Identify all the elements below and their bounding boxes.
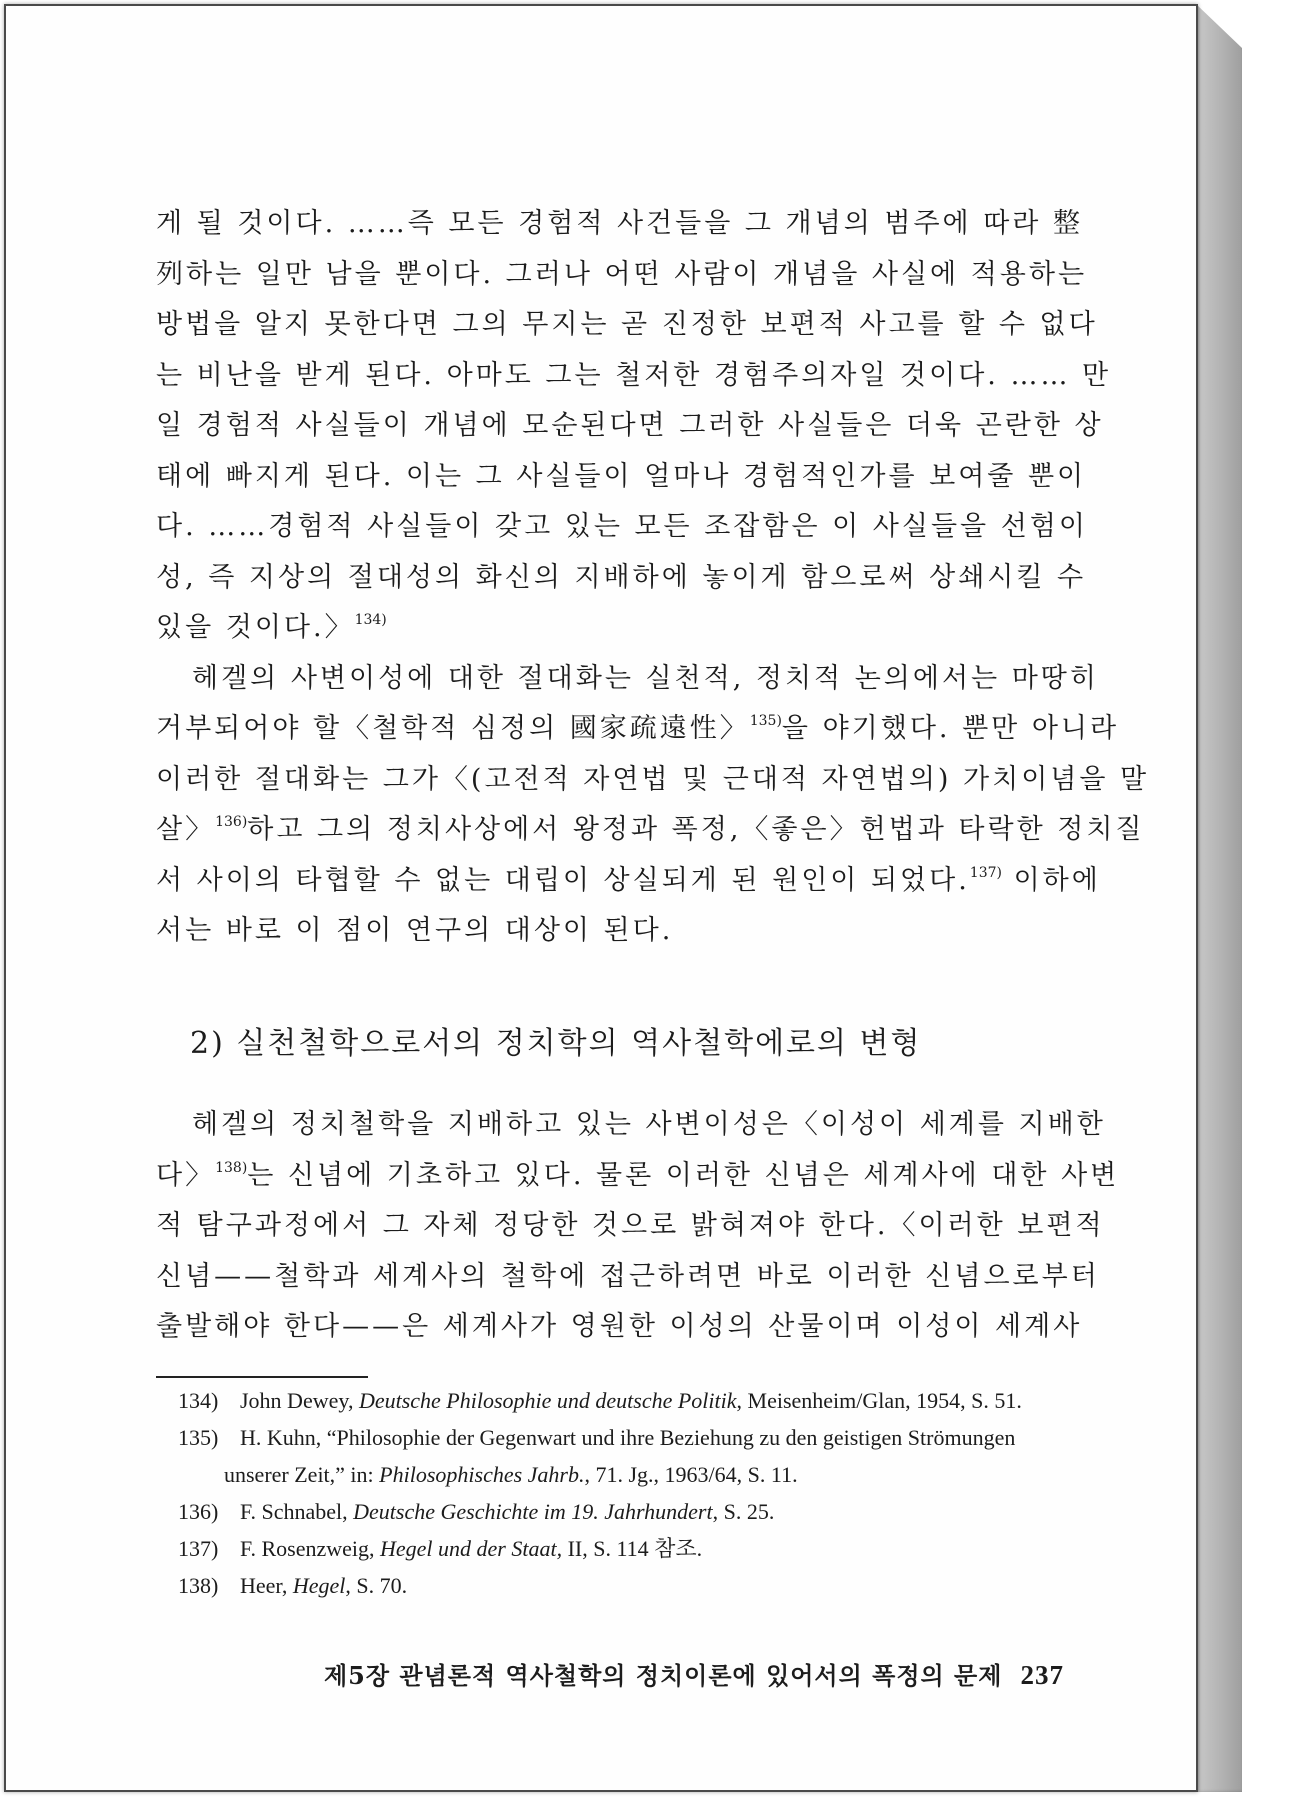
footnote-rule	[156, 1376, 368, 1378]
text-line: 는 비난을 받게 된다. 아마도 그는 철저한 경험주의자일 것이다. …… 만	[156, 359, 1112, 391]
footnote-ref: 137)	[969, 864, 1002, 881]
footnote-text: , S. 25.	[712, 1499, 775, 1524]
footnote-135	[178, 1419, 1078, 1456]
footnote-text: John Dewey,	[240, 1388, 359, 1413]
text-line: 적 탐구과정에서 그 자체 정당한 것으로 밝혀져야 한다.〈이러한 보편적	[156, 1210, 1105, 1241]
text-span: 하고 그의 정치사상에서 왕정과 폭정,〈좋은〉헌법과 타락한 정치질	[247, 814, 1145, 845]
footnote-title: Hegel und der Staat,	[380, 1536, 563, 1561]
text-line	[156, 1151, 1120, 1202]
text-span: 살〉	[156, 814, 216, 845]
text-line: 태에 빠지게 된다. 이는 그 사실들이 얼마나 경험적인가를 보여줄 뿐이	[156, 460, 1087, 492]
text-span: 서 사이의 타협할 수 없는 대립이 상실되게 된 원인이 되었다.	[156, 864, 970, 896]
text-line: 출발해야 한다——은 세계사가 영원한 이성의 산물이며 이성이 세계사	[156, 1311, 1083, 1342]
footnote-number: 135)	[178, 1425, 219, 1450]
footnote-title: Philosophisches Jahrb.	[379, 1462, 585, 1487]
text-line: 이러한 절대화는 그가〈(고전적 자연법 및 근대적 자연법의) 가치이념을 말	[156, 763, 1150, 795]
footnote-137	[178, 1530, 1078, 1567]
footnote-text: , Meisenheim/Glan, 1954, S. 51.	[736, 1388, 1022, 1413]
text-line: 헤겔의 사변이성에 대한 절대화는 실천적, 정치적 논의에서는 마땅히	[192, 662, 1099, 694]
text-span: 있을 것이다.〉	[156, 612, 355, 643]
footnote-136	[178, 1493, 1078, 1530]
chapter-title: 제5장 관념론적 역사철학의 정치이론에 있어서의 폭정의 문제	[324, 1661, 1003, 1690]
footnote-text: , 71. Jg., 1963/64, S. 11.	[584, 1462, 798, 1487]
footnote-text: Heer,	[240, 1573, 293, 1598]
text-line: 신념——철학과 세계사의 철학에 접근하려면 바로 이러한 신념으로부터	[156, 1260, 1100, 1292]
text-span: 을 야기했다. 뿐만 아니라	[781, 713, 1120, 744]
footnote-number: 137)	[178, 1536, 219, 1561]
body-text-top	[156, 199, 1150, 957]
footnote-text: F. Rosenzweig,	[240, 1536, 381, 1561]
body-text-bottom	[156, 1100, 1120, 1353]
text-line: 서는 바로 이 점이 연구의 대상이 된다.	[156, 915, 674, 946]
footnote-text: II, S. 114 참조.	[562, 1536, 703, 1561]
footnote-135-continued	[178, 1456, 1078, 1493]
footnote-text: F. Schnabel,	[240, 1499, 354, 1524]
text-line	[156, 704, 1120, 755]
section-heading: 2) 실천철학으로서의 정치학의 역사철학에로의 변형	[190, 1026, 922, 1061]
page	[4, 4, 1198, 1792]
footnote-text: unserer Zeit,” in:	[224, 1462, 380, 1487]
text-line	[156, 805, 1145, 856]
text-span: 다〉	[156, 1159, 216, 1191]
text-line: 헤겔의 정치철학을 지배하고 있는 사변이성은〈이성이 세계를 지배한	[192, 1109, 1106, 1140]
footnote-number: 138)	[178, 1573, 219, 1598]
text-line: 게 될 것이다. ……즉 모든 경험적 사건들을 그 개념의 범주에 따라 整	[156, 208, 1083, 239]
footnote-number: 134)	[178, 1388, 219, 1413]
text-line: 列하는 일만 남을 뿐이다. 그러나 어떤 사람이 개념을 사실에 적용하는	[156, 258, 1088, 290]
footnote-number: 136)	[178, 1499, 219, 1524]
footnotes	[178, 1382, 1078, 1604]
footnote-title: Deutsche Philosophie und deutsche Politik	[358, 1388, 737, 1413]
text-line	[156, 856, 1101, 907]
page-number: 237	[1020, 1660, 1064, 1690]
footnote-title: Hegel	[292, 1573, 346, 1598]
text-span: 는 신념에 기초하고 있다. 물론 이러한 신념은 세계사에 대한 사변	[247, 1159, 1120, 1191]
footnote-134	[178, 1382, 1078, 1419]
footnote-ref: 136)	[215, 814, 248, 830]
footnote-ref: 135)	[749, 713, 782, 729]
book-spine	[1196, 4, 1242, 1792]
text-line: 성, 즉 지상의 절대성의 화신의 지배하에 놓이게 함으로써 상쇄시킬 수	[156, 561, 1087, 593]
running-footer	[324, 1656, 1064, 1691]
footnote-138	[178, 1567, 1078, 1604]
text-line: 다. ……경험적 사실들이 갖고 있는 모든 조잡함은 이 사실들을 선험이	[156, 511, 1088, 542]
footnote-ref: 138)	[215, 1159, 248, 1176]
footnote-title: Deutsche Geschichte im 19. Jahrhundert	[353, 1499, 713, 1524]
footnote-text: H. Kuhn, “Philosophie der Gegenwart und ihre Beziehung zu den geistigen Strömungen	[240, 1425, 1016, 1450]
text-span: 거부되어야 할〈철학적 심정의 國家疏遠性〉	[156, 713, 750, 744]
footnote-text: , S. 70.	[345, 1573, 408, 1598]
text-line	[156, 603, 1056, 654]
text-line: 방법을 알지 못한다면 그의 무지는 곧 진정한 보편적 사고를 할 수 없다	[156, 309, 1098, 340]
text-line: 일 경험적 사실들이 개념에 모순된다면 그러한 사실들은 더욱 곤란한 상	[156, 410, 1104, 441]
footnote-ref: 134)	[354, 612, 387, 628]
text-span: 이하에	[1001, 864, 1101, 896]
